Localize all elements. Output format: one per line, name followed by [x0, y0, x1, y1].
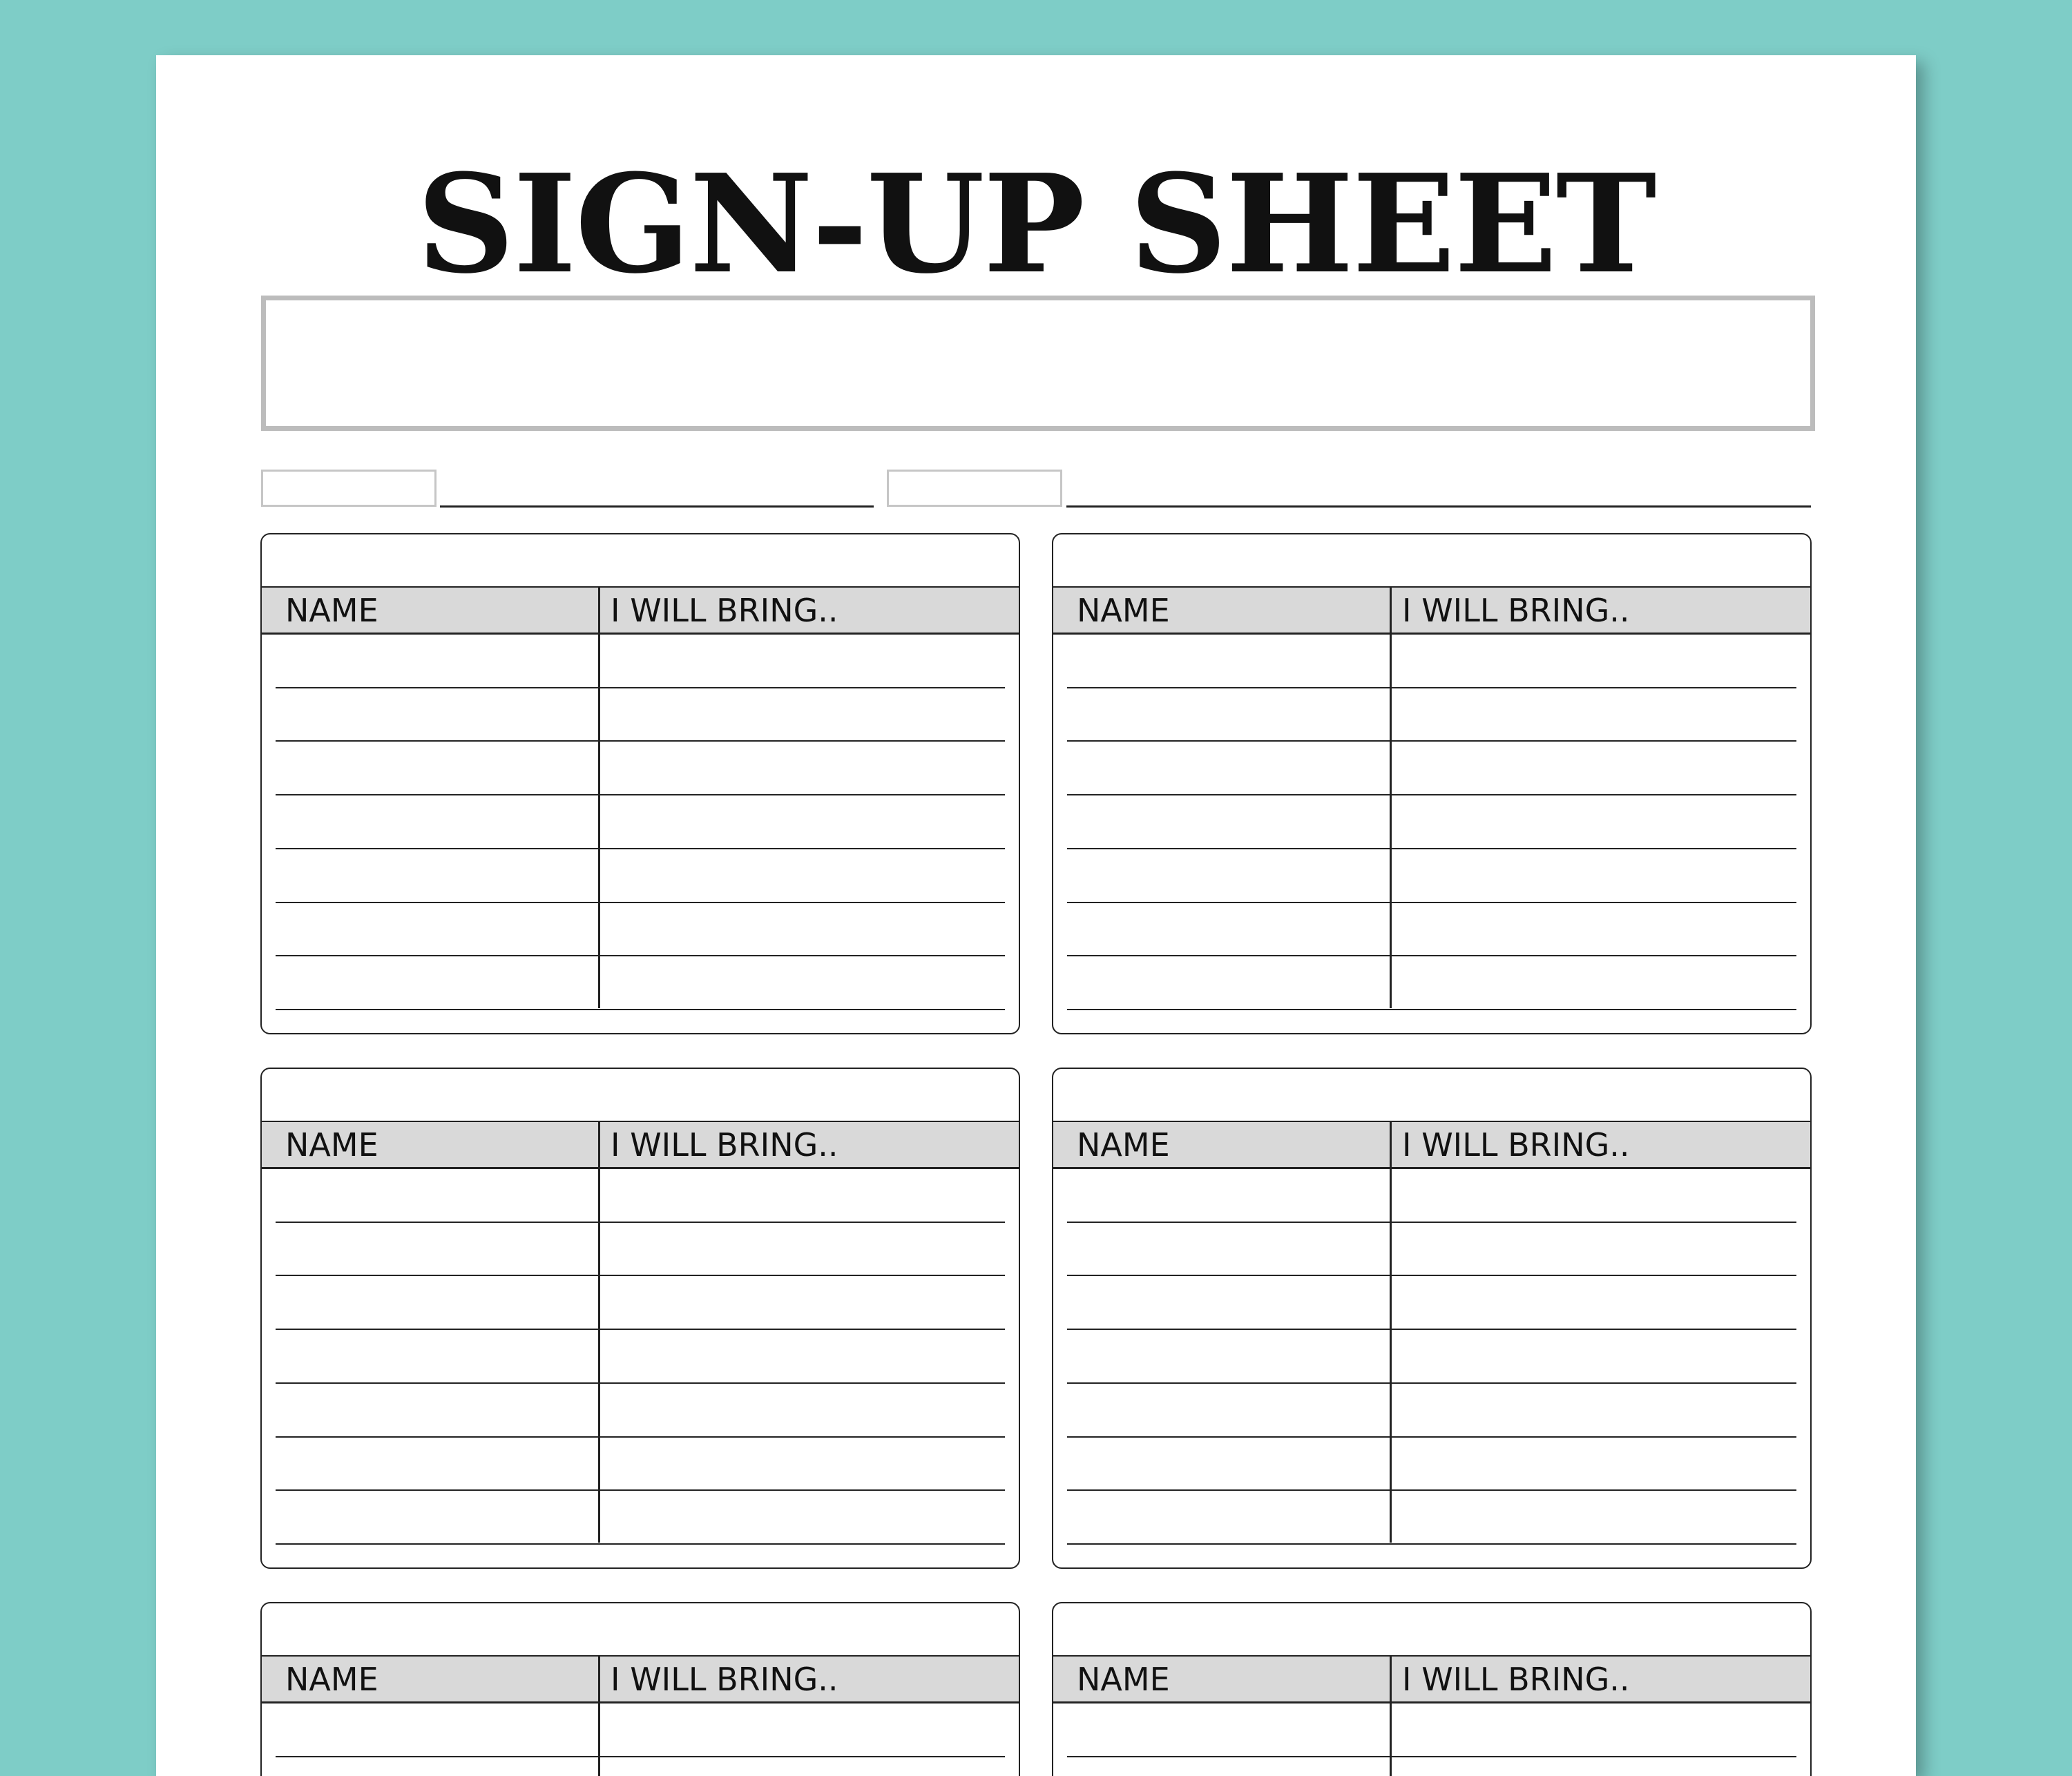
column-divider — [598, 586, 600, 1008]
table-row-line[interactable] — [1067, 848, 1796, 849]
event-title-box[interactable] — [261, 296, 1815, 431]
section-title-field[interactable] — [1053, 1069, 1810, 1121]
column-header-name: NAME — [285, 1661, 378, 1698]
signup-section-4 — [1052, 1068, 1812, 1569]
section-title-field[interactable] — [262, 1603, 1019, 1655]
table-row-line[interactable] — [276, 687, 1005, 688]
section-title-field[interactable] — [262, 1069, 1019, 1121]
signup-section-5 — [260, 1602, 1020, 1776]
table-row-line[interactable] — [276, 740, 1005, 742]
table-row-line[interactable] — [276, 1543, 1005, 1545]
table-row-line[interactable] — [276, 1009, 1005, 1010]
column-divider — [1390, 1655, 1392, 1776]
column-header-bring: I WILL BRING.. — [1402, 1661, 1630, 1698]
table-row-line[interactable] — [1067, 740, 1796, 742]
column-header-name: NAME — [285, 1126, 378, 1164]
table-row-line[interactable] — [276, 955, 1005, 956]
field-label-box-2 — [887, 470, 1062, 507]
table-row-line[interactable] — [276, 1222, 1005, 1223]
column-header-name: NAME — [285, 592, 378, 629]
table-row-line[interactable] — [276, 794, 1005, 795]
column-divider — [598, 1121, 600, 1543]
field-label-box-1 — [261, 470, 437, 507]
signup-section-6 — [1052, 1602, 1812, 1776]
column-divider — [598, 1655, 600, 1776]
signup-section-3 — [260, 1068, 1020, 1569]
column-header-name: NAME — [1077, 592, 1170, 629]
table-row-line[interactable] — [1067, 1489, 1796, 1491]
column-header-bring: I WILL BRING.. — [611, 1661, 838, 1698]
table-row-line[interactable] — [276, 848, 1005, 849]
field-line-2[interactable] — [1066, 505, 1811, 508]
column-divider — [1390, 586, 1392, 1008]
field-line-1[interactable] — [440, 505, 874, 508]
section-title-field[interactable] — [1053, 534, 1810, 586]
table-row-line[interactable] — [1067, 1275, 1796, 1276]
column-header-name: NAME — [1077, 1126, 1170, 1164]
section-title-field[interactable] — [1053, 1603, 1810, 1655]
page-title: SIGN-UP SHEET — [416, 145, 1656, 304]
table-row-line[interactable] — [1067, 1009, 1796, 1010]
table-row-line[interactable] — [1067, 1329, 1796, 1330]
column-header-bring: I WILL BRING.. — [1402, 1126, 1630, 1164]
table-row-line[interactable] — [1067, 1382, 1796, 1384]
table-row-line[interactable] — [276, 1275, 1005, 1276]
table-row-line[interactable] — [1067, 1436, 1796, 1438]
column-divider — [1390, 1121, 1392, 1543]
signup-section-2 — [1052, 533, 1812, 1034]
table-row-line[interactable] — [1067, 1222, 1796, 1223]
table-row-line[interactable] — [1067, 902, 1796, 903]
table-row-line[interactable] — [1067, 1756, 1796, 1757]
section-title-field[interactable] — [262, 534, 1019, 586]
table-row-line[interactable] — [1067, 955, 1796, 956]
table-row-line[interactable] — [1067, 1543, 1796, 1545]
column-header-bring: I WILL BRING.. — [611, 592, 838, 629]
table-row-line[interactable] — [1067, 687, 1796, 688]
table-row-line[interactable] — [276, 1329, 1005, 1330]
table-row-line[interactable] — [276, 1436, 1005, 1438]
table-row-line[interactable] — [1067, 794, 1796, 795]
signup-section-1 — [260, 533, 1020, 1034]
column-header-bring: I WILL BRING.. — [1402, 592, 1630, 629]
table-row-line[interactable] — [276, 1489, 1005, 1491]
table-row-line[interactable] — [276, 1382, 1005, 1384]
column-header-bring: I WILL BRING.. — [611, 1126, 838, 1164]
table-row-line[interactable] — [276, 1756, 1005, 1757]
column-header-name: NAME — [1077, 1661, 1170, 1698]
table-row-line[interactable] — [276, 902, 1005, 903]
sign-up-sheet-page — [156, 55, 1916, 1776]
